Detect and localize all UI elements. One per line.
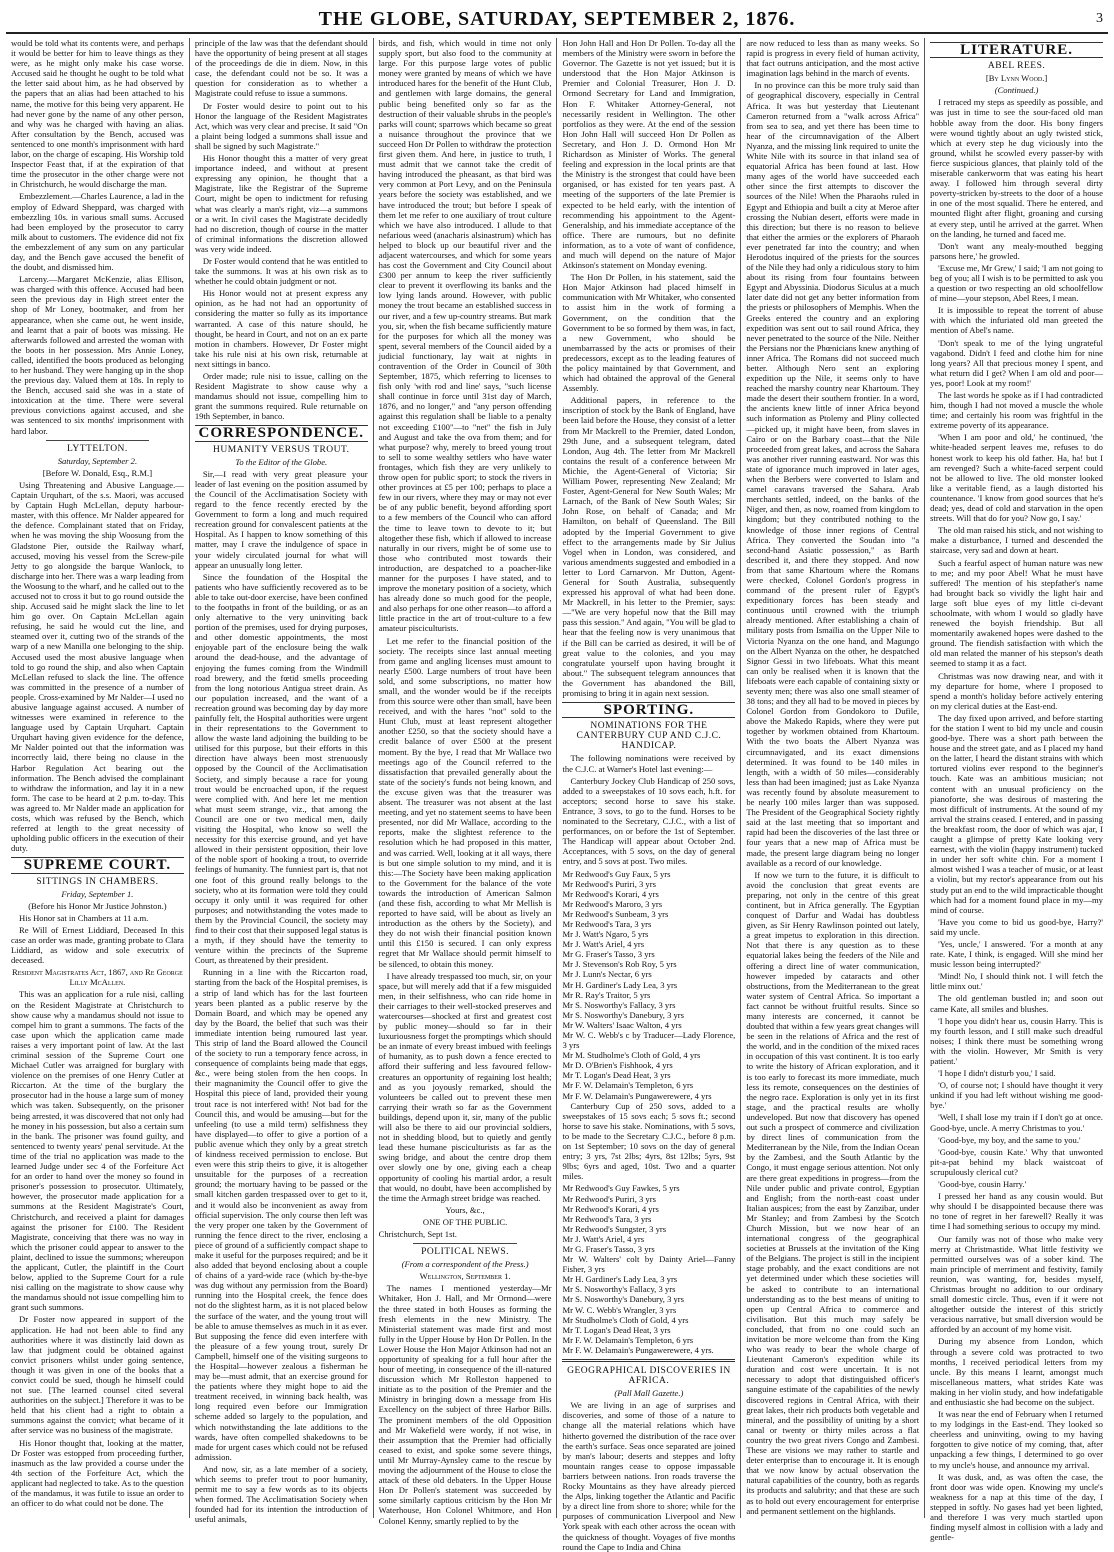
dateline: Saturday, September 2. xyxy=(57,455,138,466)
list-item: Mr W. C. Webb's c by Traducer—Lady Florence, 3 yrs xyxy=(562,1030,736,1051)
story-text: Such a fearful aspect of human nature was new to me; and my poor Abel! What he must have suffered! The mention of his stepfather's name had brought back so vividly the light hair and large soft blue eyes of my little ci-devant schoolmate, with whom I would so gladly have renewed the boyish friendship. But all momentarily awakened hopes were dashed to the ground. The fiendish satisfaction with which the old man related the manner of his stepson's death seemed to stamp it as a fact. xyxy=(930,557,1103,669)
article-text: Additional papers, in reference to the inscription of stock by the Bank of England, have been laid before the House, they consist of a letter from Mr Mackrell to the Premier, dated London, 29th June, and a subsequent telegram, dated London, Aug 4th. The letter from Mr Mackrell contains the result of a conference between Mr Michie, the Agent-General of Victoria; Sir William Power, representing New Zealand; Mr Foster, Agent-General for New South Wales; Mr Larnach, of the Bank of New South Wales; Sir John Rose, on behalf of Canada; and Mr Hamilton, on behalf of Queensland. The Bill adopted by the Imperial Government to give effect to the arrangements made by Sir Julius Vogel when in London, was considered, and various amendments suggested and embodied in a letter to Lord Carnarvon. Mr Dutton, Agent-General for South Australia, subsequently expressed his approval of what had been done. Mr Mackrell, in his letter to the Premier, says:—"We are very hopeful now that the Bill may pass this session." And again, "You will be glad to hear that the feeling now is very unanimous that if the Bill can be carried as desired, it will be of great value to the colonies, and you may congratulate yourself upon having brought it about." The subsequent telegram announces that the Government has abandoned the Bill, promising to bring it in again next session. xyxy=(562,395,736,698)
section-heading-sporting: SPORTING. xyxy=(562,702,735,718)
article-text: The names I mentioned yesterday—Mr Whitaker, Hon J. Hall, and Mr Ormond—were the three stated in both Houses as forming the fresh elements in the new Ministry. The Ministerial statement was made first and most fully in the Upper House by Hon Dr Pollen. In the Lower House the Hon Major Atkinson had not an opportunity of speaking for a full hour after the hour of meeting, in consequence of the ill-natured discussion which Mr Rolleston happened to initiate as to the position of the Premier and the Ministry in bringing down a message from His Excellency on the subject of three Harbor Bills. The prominent members of the old Opposition and Mr Wakefield were wordy, if not wise, in their assumption that the Premier had officially ceased to exist, and spoke some severe things, until Mr Murray-Aynsley came to the rescue by moving the adjournment of the House to close the attack of these old debaters. In the Upper House Hon Dr Pollen's statement was succeeded by some similarly captious criticism by the Hon Mr Waterhouse, Hon Colonel Whitmore, and Hon Colonel Kenny, smartly replied to by the xyxy=(378,1283,552,1526)
article-text: And now, sir, as a late member of a society, which seems to prefer trout to poor humanity, permit me to say a few words as to its objects when formed. The Acclimatisation Society when founded had for its intention the introduction of useful animals, xyxy=(194,1463,368,1525)
list-item: Mr S. Nosworthy's Danebury, 3 yrs xyxy=(562,1294,685,1305)
signoff-name: ONE OF THE PUBLIC. xyxy=(422,1216,508,1227)
article-text: Dr Foster now appeared in support of the application. He had not been able to find any authorities where it was distinctly laid down as law that judgment could be obtained against convict prisoners whilst under going sentence, though it was given in one of the books that a convict could be sued, though he himself could not sue. [The learned counsel cited several authorities on the subject.] Therefore it was to be held that his client had a right to obtain a summons against the convict; what became of it after service was no business of the magistrate. xyxy=(11,1314,184,1436)
column-1 xyxy=(6,38,190,1518)
list-item: Mr H. Gardiner's Lady Lea, 3 yrs xyxy=(562,979,678,990)
story-text: It is impossible to repeat the torrent of abuse with which the infuriated old man greeted the mention of Abel's name. xyxy=(930,305,1103,336)
list-item: Mr Redwood's Guy Faux, 5 yrs xyxy=(562,868,671,879)
article-text: I have already trespassed too much, sir, on your space, but will merely add that if a few misguided men, in their selfishness, who can ride home in their carriages to their well-stocked preserves and watercourses—shocked at first and greatest cost by public money—should so far in their luxuriousness forget the promptings which should be an inmate of every breast imbued with feelings of humanity, as to push down a fence erected to afford their suffering and less favoured fellow-creatures an opportunity of regaining lost health; and as you joyously remarked, should the volunteers be called out to prevent these men carrying their wrath so far as the Government buildings, depend upon it, sir, many of the public will also be there to aid our provincial soldiers, not in shedding blood, but to quietly and gently lead these humane pisciculturists as far as the swing bridge, and about the centre drop them over slowly one by one, giving each a cheap opportunity of cooling his martial ardor, a result that would, no doubt, have been accomplished by the time the Armagh street bridge was reached. xyxy=(378,970,552,1203)
story-text: During my absence from London, which through a severe cold was protracted to two months, I received periodical letters from my uncle. By this means I learnt, amongst much miscellaneous matters, what strides Kate was making in her violin study, and how indefatigable and enthusiastic she had become on the subject. xyxy=(930,1336,1103,1407)
page-number: 3 xyxy=(1096,11,1104,26)
article-text: Using Threatening and Abusive Language.—Captain Urquhart, of the s.s. Maori, was accused by Captain Hugh McLellan, deputy harbour-master, with this offence. Mr Nalder appeared for the defence. Complainant stated that on Friday, when he was moving the ship Woosung from the Gladstone Pier, outside the Railway wharf, accused, moving his vessel from the Screw-pile Jetty to go alongside the barque Wanlock, to discharge into her. There was a warp leading from the Woosung to the wharf, and he called out to the accused not to cross it but to go round outside the ship. Accused said he might slack the line to let him go over. On Captain McLellan again refusing, he said he would cut the line, and steamed over it, cutting two of the strands of the warp of a new Manilla one belonging to the ship. Accused used the most abusive language when told to go round the ship, and also when Captain McLellan refused to slack the line. The offence was committed in the presence of a number of people. Cross-examined by Mr Nalder—I used no abusive language against accused. A number of witnesses were examined in reference to the language used by Captain Urquhart. Captain Urquhart having given evidence for the defence, Mr Nalder pointed out that the information was incorrectly laid, there being no clause in the Harbor Regulation Act bearing out the information. The Bench advised the complainant to withdraw the information, and lay it in a new form. The case to be heard at 2 p.m. to-day. This was agreed to. Mr Nalder made an application for costs, which was refused by the Bench, which referred at length to the great necessity of upholding public officers in the execution of their duty. xyxy=(11,479,184,854)
list-item: Mr S. Nosworthy's Danebury, 3 yrs xyxy=(562,1009,685,1020)
story-text: 'Have you come to bid us good-bye, Harry?' said my uncle. xyxy=(930,916,1103,937)
story-text: 'When I am poor and old,' he continued, 'the white-headed serpent leaves me, refuses to do honest work to keep his old father. Ha, ha! but I am revenged? Such a white-faced serpent could not be allowed to live. The old monster looked like a veritable fiend, as a laugh distorted his countenance. 'I know from good sources that he's dead; yes, dead of cold and starvation in the open streets. Will that do for you? Now go, I say.' xyxy=(930,432,1103,524)
before-line: [Before W. Donald, Esq., R.M.] xyxy=(42,467,153,478)
list-item: Mr F. W. Delamain's Templeton, 6 yrs xyxy=(562,1334,694,1345)
nomination-list-cup xyxy=(562,1183,735,1355)
story-text: Christmas was now drawing near, and with it my departure for home, where I proposed to spend a month's holiday before actively entering on my clerical duties at the East-end. xyxy=(930,670,1103,711)
list-item: Mr R. Ray's Traitor, 5 yrs xyxy=(562,989,651,1000)
article-text: The Hon Dr Pollen, in his statement, said the Hon Major Atkinson had placed himself in communication with Mr Whitaker, who consented to assist him in the work of forming a Government, on the condition that the Government to be so formed by them was, in fact, a new Government, who should be unembarrassed by the acts or promises of their predecessors, except as to the leading features of the policy maintained by that Government, and which had obtained the approval of the General Assembly. xyxy=(562,272,736,394)
list-item: Mr Redwood's Puriri, 3 yrs xyxy=(562,1193,656,1204)
article-text: would be told what its contents were, and perhaps it would be better for him to leave things as they were, as he might only make his case worse. Accused said he thought he ought to be told what the letter said about him, as he had observed by the papers that an alias had been attached to his name, the motive for this being very apparent. He had never gone by the name of any other person, and why was he charged with having an alias. After consultation by the Bench, accused was sentenced to one month's imprisonment with hard labor, on the charge of escaping. His Worship told Inspector Feast that, if at the expiration of that time the prosecutor in the other charge were not in Christchurch, he would discharge the man. xyxy=(11,38,184,190)
column-3 xyxy=(374,38,558,1526)
case-title: Resident Magistrates Act, 1867, and Re George Lilly McAllen. xyxy=(12,967,183,988)
article-text: Dr Foster would contend that he was entitled to take the summons. It was at his own risk as to whether he could obtain judgment or not. xyxy=(194,255,368,287)
story-text: I retraced my steps as speedily as possible, and was just in time to see the sour-faced old man hobble away from the door. His bony fingers were wound tightly about an ugly twisted stick, which at every step he dug viciously into the ground, whilst he scowled every passer-by with fierce suspicious glances, that plainly told of the miserable cankerworm that was eating his heart away. I followed him through several dirty poverty-stricken by-streets to the door of a house in one of the most squalid. There he entered, and mounted flight after flight, groaning and cursing at every step, until he arrived at the garret. When on the landing, he turned and faced me. xyxy=(930,97,1103,239)
section-heading-correspondence: CORRESPONDENCE. xyxy=(195,425,368,441)
list-item: Mr J. Lunn's Nectar, 6 yrs xyxy=(562,969,652,980)
columns xyxy=(6,38,1108,1552)
article-text: Larceny.—Margaret McKenzie, alias Ellison, was charged with this offence. Accused had been seen the previous day in High street enter the shop of Mr Loney, bootmaker, and from her appearance, when she came out, he went inside, and learnt that a pair of boots was missing. He afterwards followed and arrested the woman with the boots in her possession. Mrs Annie Loney, called, identified the boots produced as belonging to her husband. They were hanging up in the shop the previous day. Valued them at 18s. In reply to the Bench, accused said she was in a state of intoxication at the time. There were several previous convictions against accused, and she was sentenced to six months' imprisonment with hard labor. xyxy=(11,274,184,436)
dateline: Friday, September 1. xyxy=(61,888,134,899)
divider xyxy=(562,1359,735,1362)
article-text: Canterbury Jockey Club Handicap of 250 sovs, added to a sweepstakes of 10 sovs each, h.ft. for acceptors; second horse to save his stake. Entrance, 3 sovs, to go to the fund. Horses to be nominated to the Secretary, C.J.C., with a list of performances, on or before the 1st of September. The Handicap will appear about October 2nd. Acceptances, with 5 sovs, on the day of general entry, and 5 sovs at post. Two miles. xyxy=(562,775,736,867)
article-text: principle of the law was that the defendant should have the opportunity of being present at all stages of the proceedings de die in diem. Now, in this case, the defendant could not be so. It was a question for consideration as to whether a Magistrate could refuse to issue a summons. xyxy=(194,38,368,99)
subheading-nominations: NOMINATIONS FOR THE CANTERBURY CUP AND C.J.C. HANDICAP. xyxy=(576,721,722,752)
to-editor-line: To the Editor of the Globe. xyxy=(235,456,328,467)
nomination-list-handicap xyxy=(562,869,735,1101)
story-title: ABEL REES. xyxy=(987,61,1046,72)
list-item: Mr T. Logan's Dead Heat, 3 yrs xyxy=(562,1070,671,1081)
list-item: Mr J. Stevenson's Rob Roy, 5 yrs xyxy=(562,959,677,970)
article-text: We are living in an age of surprises and discoveries, and some of those of a nature to change all the material relations which have hitherto governed the distribution of the race over the earth's surface. Seas once separated are joined by man's labour; deserts and steppes and lofty mountain ranges cease to oppose impassable barriers between nations. Iron roads traverse the Rocky Mountains as they have already pierced the Alps, linking together the Atlantic and Pacific by a direct line from shore to shore; while for the purposes of communication Liverpool and New York speak with each other across the ocean with the quickness of thought. Voyages of five months round the Cape to India and China xyxy=(562,1400,736,1552)
divider xyxy=(413,1243,517,1244)
signoff: Yours, &c., xyxy=(445,1204,485,1215)
list-item: Mr Redwood's Puriri, 3 yrs xyxy=(562,878,656,889)
list-item: Mr F. W. Delamain's Pungawerewere, 4 yrs. xyxy=(562,1344,714,1355)
story-text: 'Good-bye, cousin Kate.' Why that unwonted pit-a-pat behind my black waistcoat of scrupulously clerical cut? xyxy=(930,1146,1103,1177)
continued-note: (Continued.) xyxy=(994,85,1039,96)
list-item: Mr Redwood's Maroro, 3 yrs xyxy=(562,898,663,909)
section-heading-literature: LITERATURE. xyxy=(930,42,1103,58)
list-item: Mr F. W. Delamain's Templeton, 6 yrs xyxy=(562,1080,694,1091)
article-text: His Honor sat in Chambers at 11 a.m. xyxy=(19,912,149,923)
story-text: 'Well, I shall lose my train if I don't go at once. Good-bye, uncle. A merry Christmas to you.' xyxy=(930,1112,1103,1133)
story-text: 'I hope I didn't disturb you,' I said. xyxy=(938,1068,1056,1079)
dateline: Wellington, September 1. xyxy=(419,1271,511,1282)
article-text: birds, and fish, which would in time not only supply sport, but also food to the community at large. For this purpose large votes of public money were granted by means of which we have introduced hares for the benefit of the Hunt Club, and gentlemen with large domains, the general public being benefited only so far as the destruction of their valuable shrubs in the people's parks will count; sparrows which became so great a nuisance throughout the province that we succeed Hon Dr Pollen to withdraw the protection first given them. And here, in justice to truth, I must admit that we cannot take the credit of having introduced the pheasant, as that bird was very common at Port Levy, and on the Peninsula years before the society was established, and we have introduced the trout; but before I speak of them let me refer to one auxiliary of trout culture which we have also introduced. I allude to that nefarious weed (anacharis alsinastrum) which has helped to block up our beautiful river and the adjacent watercourses, and which for some years has cost the Government and City Council about £300 per annum to keep the river sufficiently clear to prevent it overflowing its banks and the low lying lands around. However, with public money the trout became an established success in our river, and a few up-country streams. But mark you, sir, when the fish became sufficiently mature for the purposes for which all the money was spent, several members of the Council aided by a judicial functionary, lay wait at nights in contravention of the Order in Council of 30th September, 1875, which referring to licenses to fish only 'with rod and line' says, "such license shall continue in force until 31st day of March, 1876, and no longer," and "any person offending against this regulation shall be liable to a penalty not exceeding £100"—to "net" the fish in July and August and take the ova from them; and for what purpose? why, merely to breed young trout to sell to some wealthy settlers who have water frontages, which fish they are very unlikely to throw open for public sport; to stock the rivers in other provinces at £5 per 100; perhaps to place a few in our rivers, where they may or may not ever be of any public benefit, beyond affording sport to a few members of the Council who can afford the time to leave town to devote to it; but altogether these fish, which if allowed to increase naturally in our rivers, might be of some use to those who contributed most towards their introduction, are despatched to a poacher-like manner for the purposes I have stated, and to improve the monetary position of a society, which has already done so much good for the people, and also perhaps for one other reason—to afford a little practice in the art of trout-culture to a few amateur pisciculturists. xyxy=(378,38,552,634)
list-item: Mr Redwood's Sunbeam, 3 yrs xyxy=(562,908,669,919)
story-text: 'I hope you didn't hear us, cousin Harry. This is my fourth lesson, and I still make such dreadful noises; I think there must be something wrong with the violin. However, Mr Smith is very patient.' xyxy=(930,1015,1103,1066)
masthead xyxy=(6,6,1108,34)
article-text: Since the foundation of the Hospital the patients who have sufficiently recovered as to be able to take out-door exercise, have been confined to the footpaths in front of the building, or as an only alternative to the very uninviting back portion of the premises, used for drying purposes, and other domestic appointments, the most enjoyable part of the enclosure being the walk around the dead-house, and the advantage of enjoying the fumes coming from the Windmill road brewery, and the fœtid smells proceeding from the long notorious Antigua street drain. As our population increased, and the want of a recreation ground was becoming day by day more painfully felt, the Hospital authorities were urgent in their representations to the Government to allow the waste land adjoining the building to be utilised for this purpose, but their efforts in this direction have always been most strenuously opposed by the Council of the Acclimatisation Society, and simply because a race for young trout would be encroached upon, if the request were complied with. And here let me mention what must seem strange, viz., that among the Council are one or two medical men, daily visiting the Hospital, who know so well the necessity for this exercise ground, and yet have allowed in their persistent opposition, their love of the noble sport of hooking a trout, to override feelings of humanity. The funniest part is, that not one foot of this ground really belongs to the society, who at its formation were told they could occupy it only until it was required for other purposes; and notwithstanding the votes made to them by the Provincial Council, the society may find to their cost that their supposed legal status is a myth, if they should have the temerity to venture within the precincts of the Supreme Court, as threatened by their president. xyxy=(194,571,368,966)
story-text: 'Excuse me, Mr Grew,' I said; 'I am not going to beg of you; all I wish is to be permitted to ask you a question or two respecting an old schoolfellow of mine—your stepson, Abel Rees, I mean. xyxy=(930,262,1103,304)
article-text: Dr Foster would desire to point out to his Honor the language of the Resident Magistrates Act, which was very clear and precise. It said "On a plaint being lodged a summons shall issue and shall be signed by such Magistrate." xyxy=(194,100,368,151)
list-item: Mr W. Walters' Isaac Walton, 4 yrs xyxy=(562,1019,682,1030)
list-item: Mr Redwood's Tara, 3 yrs xyxy=(562,918,652,929)
before-line: (Before his Honor Mr Justice Johnston.) xyxy=(28,900,167,911)
list-item: Mr J. Watt's Ngaro, 5 yrs xyxy=(562,929,649,940)
masthead-title: THE GLOBE, SATURDAY, SEPTEMBER 2, 1876. xyxy=(318,8,796,30)
section-heading-geographical-discoveries: GEOGRAPHICAL DISCOVERIES IN AFRICA. xyxy=(567,1366,731,1387)
article-text: Canterbury Cup of 250 sovs, added to a sweepstakes of 15 sovs each; 5 sovs ft.; second horse to save his stake. Nominations, with 5 sovs, to be made to the Secretary C.J.C., before 8 p.m. on 1st September; 10 sovs on the day of general entry; 3 yrs, 7st 2lbs; 4yrs, 8st 12lbs; 5yrs, 9st 9lbs; 6yrs and aged, 10st. Two and a quarter miles. xyxy=(562,1100,736,1182)
story-text: 'Yes, uncle,' I answered. 'For a month at any rate. Kate, I think, is engaged. Will she mind her music lesson being interrupted?' xyxy=(930,938,1103,970)
article-text: In no province can this be more truly said than of geographical discovery, especially in Central Africa. It was but yesterday that Lieutenant Cameron returned from a "walk across Africa" from sea to sea, and yet there has been time to hear of the circumnavigation of the Albert Nyanza, and the missing link required to unite the White Nile with its source in that inland sea of equatorial Africa has been found at last. How many ages of the world have succeeded each other since the first attempts to discover the sources of the Nile! When the Pharaohs ruled in Egypt and Ethiopia and built a city at Meroe after crossing the Nubian desert, efforts were made in this direction; but there is no reason to believe that either the armies or the explorers of Pharaoh ever penetrated far into the country; and when Herodotus inquired of the priests for the sources of the Nile they had only a ridiculous story to him about its rising from four fountains between Egypt and Abyssinia. Diodorus Siculus at a much later date did not get any better information from the priests or philosophers of Memphis. When the Greeks entered the country and an exploring expedition was sent out to sail round Africa, they never penetrated to the source of the Nile. Neither the Persians nor the Phœnicians knew anything of inner Africa. The Romans did not succeed much better. Although Nero sent an exploring expedition up the Nile, it seems only to have reached the marshy country near Khartoum. They made the desert their southern frontier. In a word, the ancients knew little of inner Africa beyond such information as Ptolemy and Pliny collected—picked up, it might have been, from slaves in Cairo or on the Barbary coast—that the Nile proceeded from great lakes, and across the Sahara was another river running eastward. Nor was this state of ignorance much improved in later ages, when the Berbers were converted to Islam and camel caravans traversed the Sahara. Arab merchants settled, indeed, on the banks of the Niger, and then, as now, roamed from kingdom to kingdom; but they contributed nothing to the knowledge of those inner regions of Central Africa. They converted the Soudan into "a second-hand Asiatic possession," as Barth described it, and there they stopped. And now from that same Khartoum where the Romans were checked, Colonel Gordon's progress in command of the present ruler of Egypt's expeditionary forces has been steady and continuous until crowned with the triumph already mentioned. After establishing a chain of military posts from Ismaïlia on the Upper Nile to Victoria Nyanza on the one hand, and Magungo on the Albert Nyanza on the other, he despatched Signor Gessi in two lifeboats. What this meant can only be realised when it is known that the lifeboats were each capable of containing sixty or seventy men; there was also one small steamer of 38 tons; and they all had to be moved in pieces by Colonel Gordon from Gondokoro to Dufile, above the Makedo Rapids, where they were put together by workmen obtained from Khartoum. With the two boats the Albert Nyanza was circumnavigated, and its exact dimensions determined. It was found to be 140 miles in length, with a width of 50 miles—considerably less than had been imagined; just as Lake Nyanza was recently found by absolute measurement to be nearly 100 miles larger than was supposed. The President of the Geographical Society rightly said at the last meeting that so important and rapid had been the discoveries of the last three or four years that a new map of Africa must be made, the present large diagram being no longer available as a record of our knowledge. xyxy=(746,80,920,868)
article-text: Embezzlement.—Charles Laurence, a lad in the employ of Edward Sheppard, was charged with embezzling 10s. in various small sums. Accused had been employed by the prosecutor to carry milk about to customers. The evidence did not fix the embezzlement of any sum on any particular day, and the Bench gave accused the benefit of the doubt, and dismissed him. xyxy=(11,191,184,273)
article-text: This was an application for a rule nisi, calling on the Resident Magistrate at Christchurch to show cause why a mandamus should not issue to compel him to grant a summons. The facts of the case upon which the application came made raises a very important point of law. At the last criminal session of the Supreme Court one Michael Cutler was arraigned for burglary with violence on the premises of one Henry Cutler at Riccarton. At the time of the burglary the prosecutor had in the house a large sum of money which was taken. Subsequently, on the prisoner being arrested, it was discovered that not only had he money in his possession, but also a certain sum in the bank. The prisoner was found guilty, and sentenced to twenty years' penal servitude. At the time of the trial no application was made to the learned Judge under sec 4 of the Forfeiture Act for an order to hand over the money so found in prisoner's possession to prosecutor. Ultimately, however, the prosecutor made application for a summons at the Resident Magistrate's Court, Christchurch, and received a plaint for damages against the prisoner for £100. The Resident Magistrate, conceiving that there was no way in which the prisoner could appear to answer to the plaint, declined to issue the summons; whereupon the applicant, Cutler, the plaintiff in the Court below, applied to the Supreme Court for a rule nisi calling on the magistrate to show cause why the mandamus should not issue compelling him to grant such summons. xyxy=(11,989,184,1313)
list-item: Mr Redwood's Korari, 4 yrs xyxy=(562,888,659,899)
list-item: Mr W. Walters' colt by Dainty Ariel—Fanny Fisher, 3 yrs xyxy=(562,1254,736,1275)
list-item: Mr Redwood's Guy Fawkes, 5 yrs xyxy=(562,1183,680,1194)
article-text: His Honor would not at present express any opinion, as he had not had an opportunity of considering the matter so fully as its importance warranted. A case of this nature should, he thought, be heard in Court, and not on an ex parte motion in chambers. However, Dr Foster might take his rule nisi at his own risk, returnable at next sittings in banco. xyxy=(194,288,368,369)
story-author: [By Lynn Wood.] xyxy=(985,73,1048,84)
story-text: 'O, of course not; I should have thought it very unkind if you had left without wishing me good-bye.' xyxy=(930,1080,1103,1111)
list-item: Mr S. Nosworthy's Fallacy, 3 yrs xyxy=(562,999,676,1010)
story-text: It was dusk, and, as was often the case, the front door was wide open. Knowing my uncle's weakness for a nap at this time of the day, I stepped in softly. No gases had yet been lighted, and therefore I was very much startled upon finding myself almost in collision with a lady and gentle- xyxy=(930,1471,1103,1543)
article-text: Sir,—I read with very great pleasure your leader of last evening on the position assumed by the Council of the Acclimatisation Society with regard to the fence recently erected by the Government to form a long and much required recreation ground for convalescent patients at the Hospital. As I happen to know something of this matter, may I crave the indulgence of space in your widely circulated journal for what will appear an unusually long letter. xyxy=(194,468,368,570)
story-text: The day fixed upon arrived, and before starting for the station I went to bid my uncle and cousin good-bye. There was a short path between the house and the street gate, and as I placed my hand on the latter, I heard the distant strains with which tortured violins ever respond to the beginner's touch. Kate was an ambitious musician; not content with an unusual proficiency on the pianoforte, she was desirous of mastering the most difficult of instruments. At the sound of my arrival the strains ceased. I entered, and in passing the breakfast room, the door of which was ajar, I caught a glimpse of pretty Kate looking very earnest, with the violin (happy instrument) tucked in under her soft white chin. For a moment I almost wished I was a teacher of music, or at least a violin, but my rector's appearance from out his study put an end to the wild impracticable thought which had for a moment found place in my—my mind of course. xyxy=(930,712,1103,915)
list-item: Mr S. Nosworthy's Fallacy, 3 yrs xyxy=(562,1284,676,1295)
list-item: Mr G. Fraser's Tasso, 3 yrs xyxy=(562,949,655,960)
story-text: The old man raised his stick, and not wishing to make a disturbance, I turned and descended the staircase, very sad and down at heart. xyxy=(930,525,1103,556)
signoff-place: Christchurch, Sept 1st. xyxy=(378,1228,457,1239)
article-text: are now reduced to less than as many weeks. So rapid is progress in every field of human activity, that fact outruns anticipation, and the most active imagination lags behind in the march of events. xyxy=(746,38,920,79)
article-text: His Honor thought this a matter of very great importance indeed, and without at present expressing any opinion, he thought that a Magistrate, like the Registrar of the Supreme Court, might be open to indictment for refusing what was clearly a man's right, viz—a summons or a writ. In civil cases the Magistrate decidedly had no discretion, though of course in the matter of criminal informations the discretion allowed was very wide indeed. xyxy=(194,153,368,254)
source-line: (Pall Mall Gazette.) xyxy=(614,1388,684,1399)
list-item: Mr M. Studholme's Cloth of Gold, 4 yrs xyxy=(562,1050,701,1061)
list-item: Mr Redwood's Sungster, 3 yrs xyxy=(562,1223,667,1234)
story-text: 'Good-bye, my boy, and the same to you.' xyxy=(938,1134,1081,1145)
list-item: Mr Studholme's Cloth of Gold, 4 yrs xyxy=(562,1314,689,1325)
section-heading-supreme-court: SUPREME COURT. xyxy=(11,857,184,873)
column-4 xyxy=(557,38,741,1552)
subheading-humanity-versus-trout: HUMANITY VERSUS TROUT. xyxy=(212,444,350,455)
list-item: Mr Redwood's Korari, 4 yrs xyxy=(562,1203,659,1214)
article-text: If now we turn to the future, it is difficult to avoid the conclusion that great events are preparing, not only in the centre of this great continent, but in Africa generally. The Egyptian conquest of Darfur and Wadai has doubtless given, as Sir Henry Rawlinson pointed out lately, a great impetus to exploration in this direction. Not that there is any question as to these equatorial lakes being the feeders of the Nile and offering a direct line of water communication, however impeded by cataracts and other obstructions, from the Mediterranean to the great water system of Central Africa. So important a fact cannot be without fruitful results. Since so many interests are concerned, it cannot be doubted that within a few years great changes will be seen in the relations of Africa and the rest of the world, and in the condition of the mixed races in occupation of this vast continent. It is too early to write the history of African exploration, and it is too early to forecast its more immediate, much less its remote, consequences on the destinies of the negro race. Exploration is only yet in its first stage, and the practical results are wholly undeveloped. But now that discovery has opened out such a prospect of commerce and civilization by direct lines of communication from the Mediterranean by the Nile, from the Indian Ocean by the Zambesi, and the South Atlantic by the Congo, it must engage serious attention. Not only are there great expeditions in progress—from the Nile under public and private control, Egyptian and English; from the north-east coast under Italian auspices; from the east by Zanzibar, under Mr Stanley; and from Zambesi by the Scotch Church Mission, but we now hear of an international congress of the geographical societies at Brussels at the invitation of the King of the Belgians. The project is still in the incipient stage probably, and the exact conditions are not yet determined under which these societies will be asked to contribute to an international understanding as to the best means of uniting to open up Central Africa to commerce and civilisation. But this much may safely be concluded, that from no one could such an invitation be more welcome than from the King who was ready to bear the whole charge of Lieutenant Cameron's expedition while its duration and cost were uncertain. It is not necessary to adopt that distinguished officer's sanguine estimate of the capabilities of the newly discovered regions in Central Africa, with their great lakes, their rich products both vegetable and mineral, and the possibility of uniting by a short canal or twenty or thirty miles across a flat country the two great rivers Congo and Zambesi. These are visions we may rather to startle and deter enterprise than to encourage it. It is enough that we now know by actual observation the natural capabilities of the country, both as regards its products and salubrity; and that these are such as to hold out every encouragement for enterprise and permanent settlement on the highlands. xyxy=(746,869,920,1516)
subheading-sittings: SITTINGS IN CHAMBERS. xyxy=(36,876,159,887)
list-item: Mr F. W. Delamain's Pungawerewere, 4 yrs xyxy=(562,1090,712,1101)
story-text: I pressed her hand as any cousin would. But why should I be disappointed because there was no tone of regret in her farewell? Really it was time I had something serious to occupy my mind. xyxy=(930,1191,1103,1232)
article-text: Order made; rule nisi to issue, calling on the Resident Magistrate to show cause why a mandamus should not issue, compelling him to grant the summons required. Rule returnable on 19th September, in banco. xyxy=(194,371,368,422)
story-text: 'Mind! No, I should think not. I will fetch the little minx out.' xyxy=(930,971,1103,992)
section-heading-political-news: POLITICAL NEWS. xyxy=(421,1247,510,1258)
list-item: Mr Redwood's Tara, 3 yrs xyxy=(562,1213,652,1224)
story-text: Our family was not of those who make very merry at Christmastide. What little festivity we permitted ourselves was of a sober kind. The main principle of merriment and festivity, family reunion, was wanting, for, besides myself, Christmas brought no addition to our ordinary small domestic circle. Thus, even if it were not altogether outside the interest of this strictly veracious narrative, but small diversion would be afforded by an account of my home visit. xyxy=(930,1233,1103,1335)
story-text: The last words he spoke as if I had contradicted him, though I had not moved a muscle the whole time; and certainly his room was frightful in the extreme poverty of its appearance. xyxy=(930,390,1103,431)
story-text: The old gentleman bustled in; and soon out came Kate, all smiles and blushes. xyxy=(930,993,1103,1014)
story-text: 'Don't speak to me of the lying ungrateful vagabond. Didn't I feed and clothe him for nine long years? All that precious money I spent, and what return did I get? When I am old and poor—yes, poor! Look at my room!' xyxy=(930,337,1103,388)
story-text: 'Don't want any mealy-mouthed begging parsons here,' he growled. xyxy=(930,240,1103,261)
section-heading-lyttelton: LYTTELTON. xyxy=(67,443,128,454)
list-item: Mr W. C. Webb's Wrangler, 3 yrs xyxy=(562,1304,677,1315)
list-item: Mr G. Fraser's Tasso, 3 yrs xyxy=(562,1243,655,1254)
column-6 xyxy=(925,38,1108,1543)
list-item: Mr J. Watt's Ariel, 4 yrs xyxy=(562,939,645,950)
list-item: Mr J. Watt's Ariel, 4 yrs xyxy=(562,1233,645,1244)
story-text: 'Good-bye, cousin Harry.' xyxy=(938,1179,1027,1190)
list-item: Mr H. Gardiner's Lady Lea, 3 yrs xyxy=(562,1274,678,1285)
column-2 xyxy=(190,38,374,1525)
story-text: It was near the end of February when I returned to my lodgings in the East-end. They looked so cheerless and uninviting, owing to my having forgotten to give notice of my coming, that, after unpacking a few things, I determined to go over to my uncle's house, and announce my arrival. xyxy=(930,1409,1103,1470)
article-text: His Honor thought that, looking at the matter, Dr Foster was estopped from proceeding further, inasmuch as the law provided a course under the 4th section of the Forfeiture Act, which the applicant had neglected to take. As to the question of the mandamus, it was futile to issue an order to an officer to do what could not be done. The xyxy=(11,1437,184,1509)
list-item: Mr T. Logan's Dead Heat, 3 yrs xyxy=(562,1324,671,1335)
list-item: Mr D. O'Brien's Fishhook, 4 yrs xyxy=(562,1060,673,1071)
article-text: Let me refer to the financial position of the society. The receipts since last annual meeting from game and angling licenses must amount to nearly £500. Large numbers of trout have been sold, and some subscriptions, no matter how small, and the wonder would be if the receipts from this source were other than small, have been received, and with the hares "not" sold to the Hunt Club, must at least represent altogether another £250, so that the society should have a credit balance of over £500 at the present moment. By the bye, I read that Mr Wallace two meetings ago of the Council referred to the dissatisfaction that prevailed generally about the state of the society's funds not being known, and the excuse given was that the treasurer was absent. The treasurer was not absent at the last meeting, and yet no statement seems to have been presented, nor did Mr Wallace, according to the reports, make the slightest reference to the resolution which he had proposed in this matter, and was carried. Well, looking at it all ways, there is but one simple solution to my mind, and it is this:—The Society have been making application to the Government for the balance of the vote towards the introduction of American Salmon (and these fish, according to what Mr Mellish is reported to have said, will be about as lively an introduction as the others by the Society), and they do not wish their financial position known until this £150 is secured. I can only express regret that Mr Wallace should permit himself to be silenced, to obtain this money. xyxy=(378,635,552,969)
article-text: Running in a line with the Riccarton road, starting from the back of the Hospital premises, is a strip of land which has for the last fourteen years been planted as a public reserve by the Domain Board, and which may be opened any day by the Board, the belief that such was their immediate intention being rumoured last year. This strip of land the Board allowed the Council of the society to run a temporary fence across, in consequence of complaints being made that eggs, &c., were being stolen from the hen coops. In their magnanimity the Council offer to give the Hospital this piece of land, provided their young trout race is not interfered with! Not bad for the Council this, and would be amusing—but for the unfeeling (to use a mild term) selfishness they have displayed—to offer to give a portion of a public avenue which they only by a great stretch of kindness received permission to enclose. But even were this strip theirs to give, it is altogether unsuitable for the purposes of a recreation ground; the mortuary having to be passed or the small kitchen garden trespassed over to get to it, and it would also be inconvenient as away from official supervision. The only course then left was the very proper one taken by the Government of running the fence direct to the river, enclosing a piece of ground of a sufficiently compact shape to make it useful for the purposes required; and be it also added that beyond enclosing about a couple of chains of a yard-wide race (which by-the-bye was dug without any permission from the Board) running into the Hospital creek, the fence does not do the slightest harm, as it is not placed below the surface of the water, and the young trout will be able to amuse themselves as much in it as ever. But supposing the fence did even interfere with the pleasure of a few young trout, surely Dr Campbell, himself one of the visiting surgeons to the Hospital—however zealous a fisherman he may be—must admit, that an exercise ground for the patients where they might hope to aid the treatment received, in winning back health, was long required even before our Immigration scheme added so largely to the population, and which notwithstanding the late additions to the wards, have often compelled shakedowns to be made for urgent cases which could not be refused admission. xyxy=(194,967,368,1462)
source-line: (From a correspondent of the Press.) xyxy=(401,1259,529,1270)
divider xyxy=(46,440,150,441)
article-text: Re Will of Ernest Liddiard, Deceased In this case an order was made, granting probate to Clara Liddiard, as widow and sole executrix of deceased. xyxy=(11,924,184,966)
article-text: The following nominations were received by the C.J.C. at Warner's Hotel last evening:— xyxy=(562,753,736,774)
article-text: Hon John Hall and Hon Dr Pollen. To-day all the members of the Ministry were sworn in before the Governor. The Gazette is not yet issued; but it is understood that the Hon Major Atkinson is Premier and Colonial Treasurer, Hon J. D. Ormond Secretary for Land and Immigration, Hon F. Whitaker Attorney-General, not necessarily resident in Wellington. The other portfolios as they were. At the end of the session Hon John Hall will succeed Hon Dr Pollen as Secretary, and Hon J. D. Ormond Hon Mr Richardson as Minister of Works. The general feeling and expression in the local prints are that the Ministry is the strongest that could have been organised, or has existed for ten years past. A meeting of the supporters of the late Premier is expected to be held early, with the intention of recommending his appointment to the Agent-Generalship, and his immediate acceptance of the office. There are rumours, but no definite information, as to a vote of want of confidence, and much will depend on the nature of Major Atkinson's statement on Monday evening. xyxy=(562,38,736,271)
column-5 xyxy=(741,38,925,1518)
